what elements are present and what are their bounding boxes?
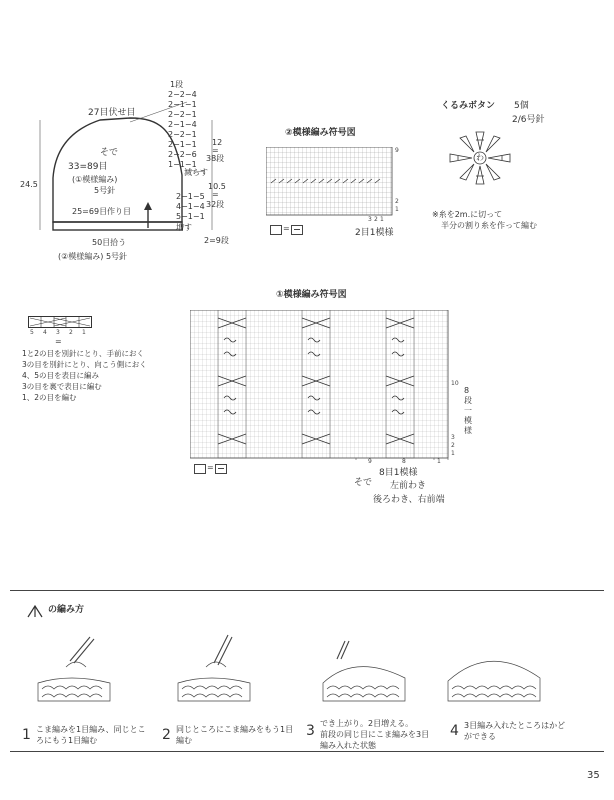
legend-num: 2 [69,329,73,336]
step: 2−1−5 [176,192,205,201]
legend-num: 5 [30,329,34,336]
row-num: 3 [451,434,455,441]
increase-symbol-icon [26,603,44,619]
col-num: 3 [368,216,372,223]
step-text: ろにもう1目編む [36,736,98,745]
step: 2−2−6 [168,150,197,159]
step-num: 3 [306,723,315,739]
step-text: でき上がり。2目増える。 [320,719,414,728]
legend-eq: = [55,337,62,346]
legend-box [270,225,282,235]
step: 2−2−4 [168,90,197,99]
cuff-pickup: 50目拾う [92,238,127,247]
label-front-left: 左前わき [390,481,427,491]
legend-eq: = [283,224,290,233]
legend-line: 4、5の目を表目に編み [22,371,100,380]
legend-box-purl [215,464,227,474]
row-num: 10 [451,380,459,387]
sleeve-label: そで [100,148,119,158]
step: 2−2−1 [168,110,197,119]
legend-line: 3の目を裏で表目に編む [22,382,102,391]
step-num: 1 [22,727,31,743]
rows-lower: 32段 [206,200,225,209]
pattern1-label: (①模様編み) [72,175,118,184]
step-num: 2 [162,727,171,743]
rows-upper-eq: = [212,146,219,155]
rows-lower-eq: = [212,190,219,199]
height-label: 24.5 [20,180,38,189]
chart2-repeat: 2目1模様 [355,228,394,238]
rows-upper: 38段 [206,154,225,163]
rows-upper-cm: 12 [212,138,223,147]
step: 2−1−4 [168,120,197,129]
width-line: 33=89目 [68,162,108,172]
bottom-num: 1 [437,458,441,465]
chart2-title: ②模様編み符号図 [285,128,356,138]
legend-line: 3の目を別針にとり、向こう側におく [22,360,147,369]
step-text: 3目編み入れたところはかど [464,721,566,730]
col-num: 1 [380,216,384,223]
top-bind-off: 27目伏せ目 [88,108,136,118]
step-text: 編み入れた状態 [320,741,376,750]
cable-symbol [28,316,92,328]
legend-num: 1 [82,329,86,336]
needle1-label: 5号針 [94,186,116,195]
legend-box [194,464,206,474]
step: 2−1−1 [168,100,197,109]
button-note-2: 半分の割り糸を作って編む [441,221,537,230]
row-num: 1 [395,206,399,213]
step: 1段 [170,80,184,89]
button-note-1: ※糸を2m.に切って [432,210,503,219]
pattern2-label: (②模様編み) 5号針 [58,252,128,261]
step-text: ができる [464,732,496,741]
side-label: 8段一模様 [464,386,472,435]
step-text: 前段の同じ目にこま編みを3目 [320,730,430,739]
chart1-grid [190,310,450,460]
legend-num: 4 [43,329,47,336]
label-back: 後ろわき、右前端 [373,495,445,505]
cast-on-label: 25=69目作り目 [72,207,132,216]
step: 1−1−1 [168,160,197,169]
label-sleeve: そで [354,478,373,488]
bind-off-label: 減らす [184,168,208,177]
step-num: 4 [450,723,459,739]
page-number: 35 [587,770,600,781]
chart2-grid [266,147,394,217]
legend-eq: = [207,463,214,472]
button-count: 5個 [514,101,529,111]
step-text: 編む [176,736,192,745]
step: 2−1−1 [168,140,197,149]
legend-box-purl [291,225,303,235]
bottom-num: 8 [402,458,406,465]
button-center: わ [476,153,484,162]
step: 5−1−1 [176,212,205,221]
chart1-repeat: 8目1模様 [379,468,418,478]
row-num: 2 [451,442,455,449]
button-title: くるみボタン [441,101,496,111]
legend-num: 3 [56,329,60,336]
rows-lower-cm: 10.5 [208,182,226,191]
step: 4−1−4 [176,202,205,211]
legend-line: 1、2の目を編む [22,393,77,402]
step-text: 同じところにこま編みをもう1目 [176,725,294,734]
increase-label: 増す [176,223,192,232]
row-num: 2 [395,198,399,205]
step: 2−2−1 [168,130,197,139]
button-needle: 2/6号針 [512,115,545,125]
col-num: 2 [374,216,378,223]
technique-title: の編み方 [48,605,85,615]
step-text: こま編みを1目編み、同じとこ [36,725,146,734]
bottom-num: 9 [368,458,372,465]
technique-section [10,590,604,752]
legend-line: 1と2の目を別針にとり、手前におく [22,349,145,358]
technique-illustrations [30,633,600,713]
chart1-title: ①模様編み符号図 [276,290,347,300]
row-num: 1 [451,450,455,457]
cuff-rows: 2=9段 [204,236,229,245]
row-num: 9 [395,147,399,154]
